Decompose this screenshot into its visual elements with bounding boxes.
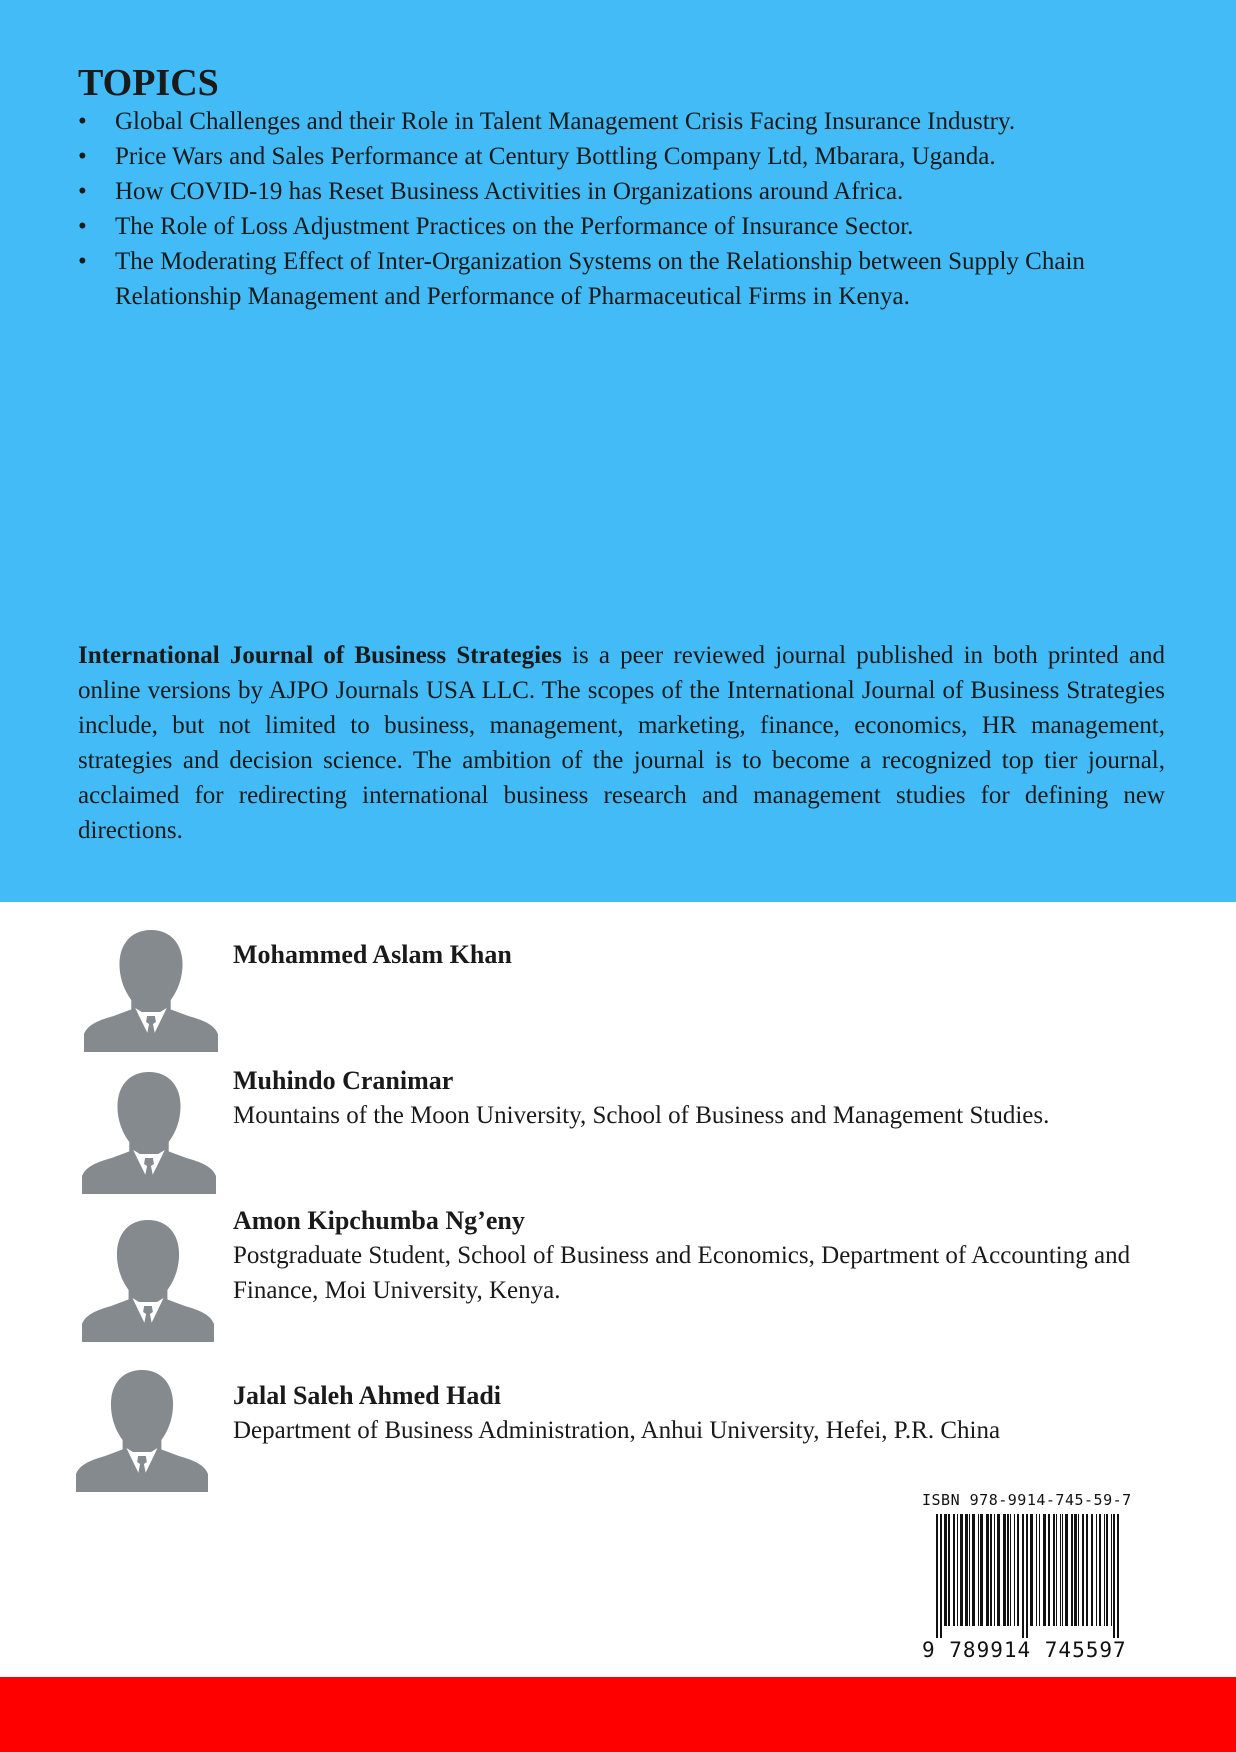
barcode-bar — [1053, 1514, 1055, 1626]
author-name: Muhindo Cranimar — [233, 1066, 454, 1095]
barcode-bars — [922, 1514, 1130, 1638]
topic-item: • Price Wars and Sales Performance at Century Bottling Company Ltd, Mbarara, Uganda. — [78, 139, 1178, 174]
barcode-bar — [944, 1514, 947, 1626]
barcode-bar — [1104, 1514, 1105, 1626]
isbn-label: ISBN 978-9914-745-59-7 — [922, 1491, 1132, 1509]
barcode-bar — [1065, 1514, 1068, 1626]
barcode-bar — [1074, 1514, 1077, 1626]
barcode-bar — [1096, 1514, 1097, 1626]
barcode-bar — [1010, 1514, 1011, 1626]
barcode-bar — [997, 1514, 1000, 1626]
barcode-bar — [1091, 1514, 1093, 1626]
author-name: Amon Kipchumba Ng’eny — [233, 1206, 525, 1235]
topic-item: • Global Challenges and their Role in Talent Management Crisis Facing Insurance Industry. — [78, 104, 1178, 139]
barcode-bar — [1030, 1514, 1033, 1626]
barcode-bar — [1062, 1514, 1063, 1626]
barcode-bar — [1017, 1514, 1019, 1626]
barcode-bar — [1060, 1514, 1061, 1626]
journal-description-text: is a peer reviewed journal published in both printed and online versions by AJPO Journals USA LLC. The scopes of the International Journal of Business Strategies include, but not limited to business, management, marketing, finance, economics, HR management, strategies and decision science. The ambition of the journal is to become a recognized top tier journal, acclaimed for redirecting international business research and management studies for defining new directions. — [78, 642, 1165, 844]
author-affiliation: Postgraduate Student, School of Business and Economics, Department of Accounting and Finance, Moi University, Kenya. — [233, 1242, 1131, 1304]
barcode-bar — [1106, 1514, 1108, 1626]
barcode-bar — [1078, 1514, 1079, 1626]
barcode-bar — [965, 1514, 968, 1626]
barcode-guard-bar — [940, 1514, 942, 1638]
barcode-bar — [948, 1514, 950, 1626]
barcode-bar — [1086, 1514, 1088, 1626]
barcode-bar — [978, 1514, 979, 1626]
author-name: Jalal Saleh Ahmed Hadi — [233, 1381, 501, 1410]
barcode-bar — [1003, 1514, 1006, 1626]
isbn-barcode — [922, 1490, 1142, 1670]
barcode-bar — [990, 1514, 992, 1626]
isbn-digits: 9 789914 745597 — [922, 1638, 1127, 1662]
avatar-silhouette-icon — [84, 928, 218, 1052]
barcode-bar — [1036, 1514, 1037, 1626]
barcode-bar — [980, 1514, 983, 1626]
topic-item: • The Role of Loss Adjustment Practices on the Performance of Insurance Sector. — [78, 209, 1178, 244]
barcode-bar — [1043, 1514, 1046, 1626]
author-name: Mohammed Aslam Khan — [233, 940, 512, 969]
barcode-bar — [1099, 1514, 1101, 1626]
barcode-bar — [953, 1514, 955, 1626]
barcode-guard-bar — [1022, 1514, 1024, 1638]
barcode-bar — [972, 1514, 975, 1626]
avatar-silhouette-icon — [82, 1218, 214, 1342]
journal-name: International Journal of Business Strategies — [78, 642, 562, 669]
barcode-guard-bar — [1026, 1514, 1028, 1638]
barcode-bar — [1111, 1514, 1112, 1626]
bottom-red-band — [0, 1677, 1236, 1752]
barcode-bar — [994, 1514, 995, 1626]
barcode-bar — [1056, 1514, 1057, 1626]
author-affiliation: Department of Business Administration, Anhui University, Hefei, P.R. China — [233, 1417, 1001, 1444]
barcode-guard-bar — [936, 1514, 938, 1638]
barcode-bar — [1014, 1514, 1015, 1626]
barcode-bar — [1082, 1514, 1084, 1626]
barcode-bar — [960, 1514, 963, 1626]
topic-item: • The Moderating Effect of Inter-Organization Systems on the Relationship between Supply Chain Relationship Management and Performance of Pharmaceutical Firms in Kenya. — [78, 244, 1178, 314]
barcode-bar — [1071, 1514, 1073, 1626]
topics-list — [78, 104, 1178, 314]
barcode-bar — [957, 1514, 958, 1626]
topic-item: • How COVID-19 has Reset Business Activities in Organizations around Africa. — [78, 174, 1178, 209]
barcode-bar — [969, 1514, 970, 1626]
barcode-guard-bar — [1113, 1514, 1115, 1638]
author-affiliation: Mountains of the Moon University, School of Business and Management Studies. — [233, 1102, 1050, 1129]
journal-description — [78, 638, 1165, 848]
avatar-silhouette-icon — [82, 1070, 216, 1194]
barcode-bar — [986, 1514, 989, 1626]
avatar-silhouette-icon — [76, 1368, 208, 1492]
barcode-bar — [1039, 1514, 1040, 1626]
barcode-bar — [1048, 1514, 1050, 1626]
barcode-bar — [1007, 1514, 1009, 1626]
topics-heading: TOPICS — [78, 62, 219, 104]
barcode-guard-bar — [1117, 1514, 1119, 1638]
